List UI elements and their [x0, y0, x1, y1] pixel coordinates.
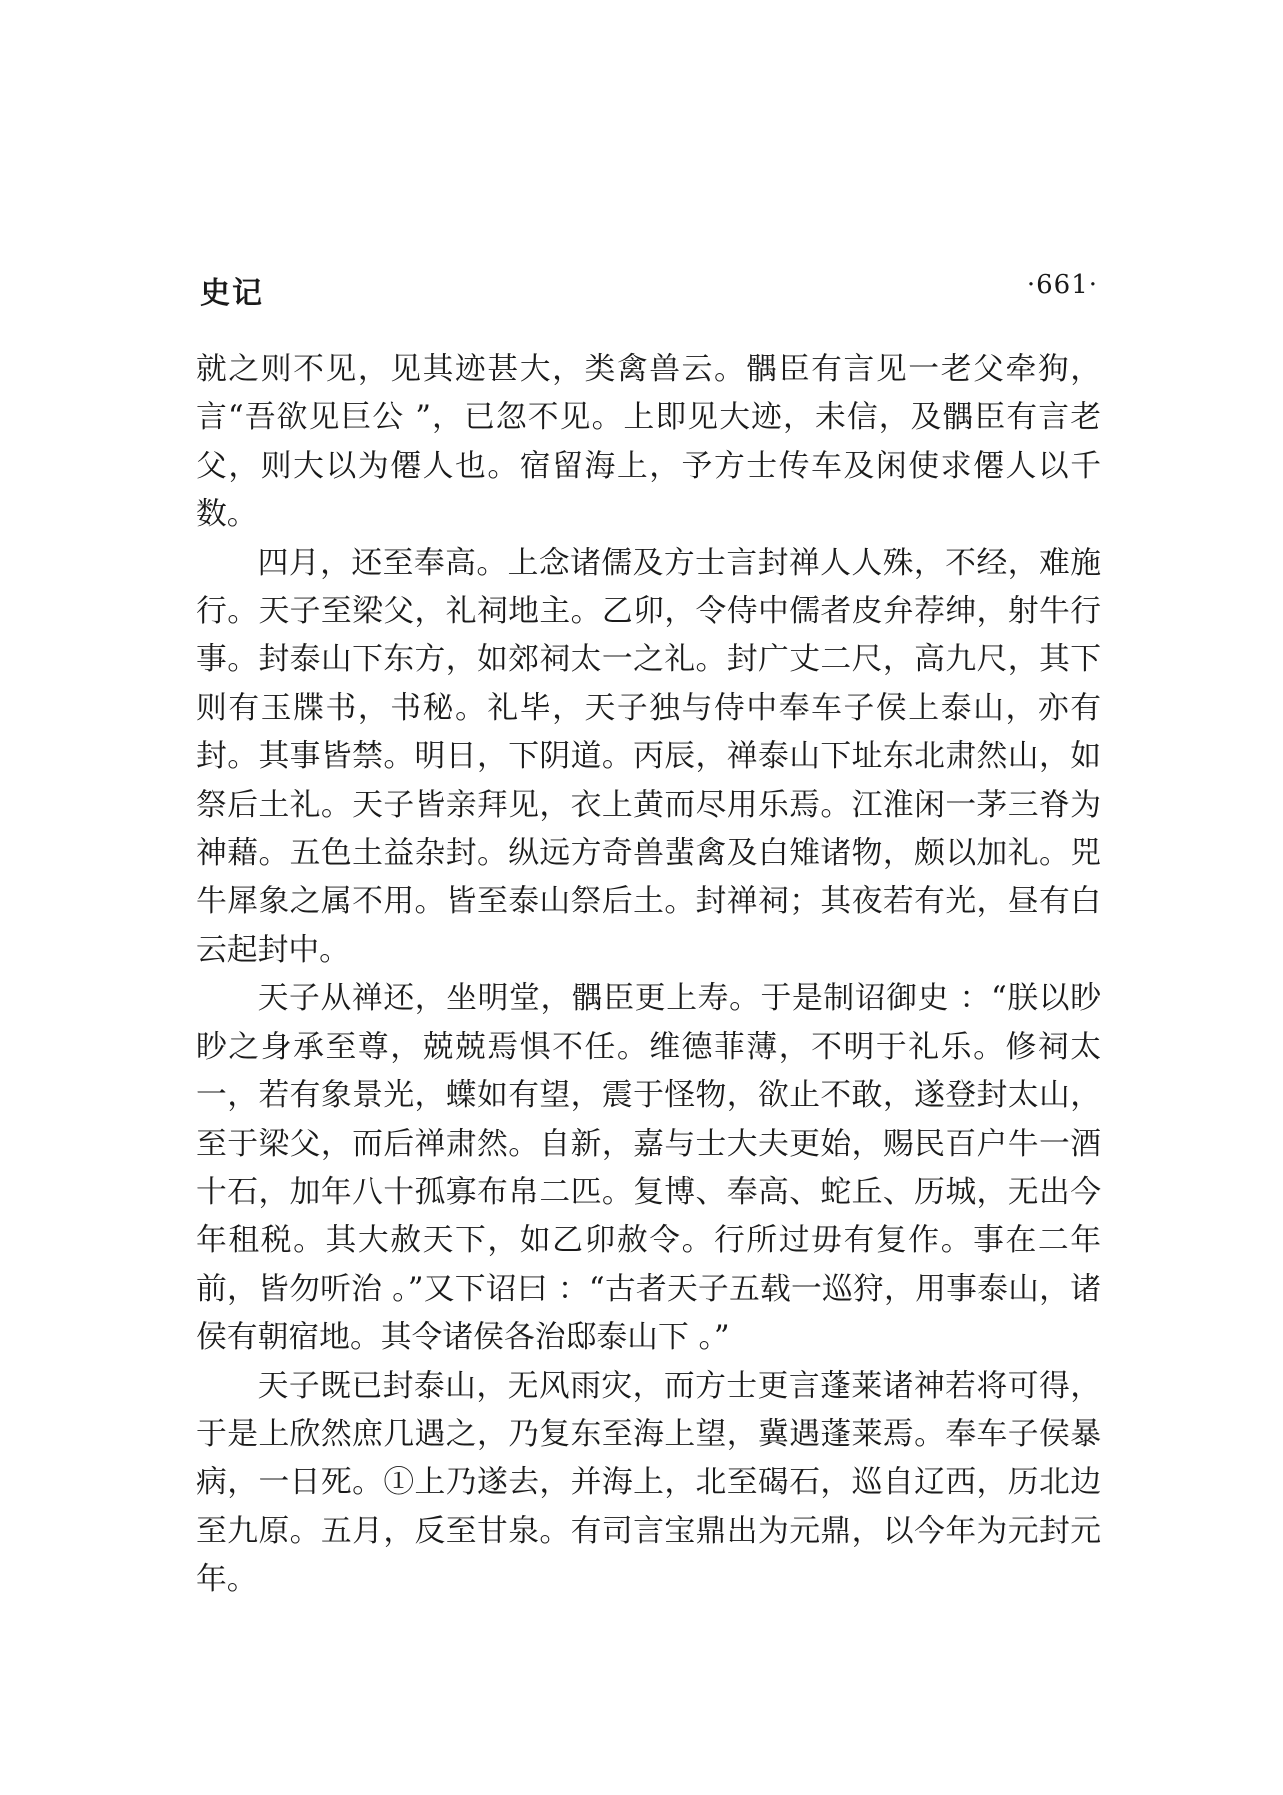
body-text — [196, 345, 1101, 1604]
paragraph-fourth-month: 四月，还至奉高。上念诸儒及方士言封禅人人殊，不经，难施行。天子至梁父，礼祠地主。乙卯，令侍中儒者皮弁荐绅，射牛行事。封泰山下东方，如郊祠太一之礼。封广丈二尺，高九尺，其下则有玉牒书，书秘。礼毕，天子独与侍中奉车子侯上泰山，亦有封。其事皆禁。明日，下阴道。丙辰，禅泰山下址东北肃然山，如祭后土礼。天子皆亲拜见，衣上黄而尽用乐焉。江淮闲一茅三脊为神藉。五色土益杂封。纵远方奇兽蜚禽及白雉诸物，颇以加礼。兕牛犀象之属不用。皆至泰山祭后土。封禅祠；其夜若有光，昼有白云起封中。 — [196, 544, 1101, 968]
book-title: 史记 — [200, 276, 264, 311]
paragraph-penglai: 天子既已封泰山，无风雨灾，而方士更言蓬莱诸神若将可得，于是上欣然庶几遇之，乃复东至海上望，冀遇蓬莱焉。奉车子侯暴病，一日死。①上乃遂去，并海上，北至碣石，巡自辽西，历北边至九原。五月，反至甘泉。有司言宝鼎出为元鼎，以今年为元封元年。 — [196, 1367, 1101, 1598]
paragraph-continuation: 就之则不见，见其迹甚大，类禽兽云。髃臣有言见一老父牵狗，言“吾欲见巨公 ”，已忽不见。上即见大迹，未信，及髃臣有言老父，则大以为僊人也。宿留海上，予方士传车及闲使求僊人以千数。 — [196, 351, 1101, 533]
page-header — [200, 268, 1098, 311]
paragraph-edict: 天子从禅还，坐明堂，髃臣更上寿。于是制诏御史 ：“朕以眇眇之身承至尊，兢兢焉惧不任。维德菲薄，不明于礼乐。修祠太一，若有象景光，蠂如有望，震于怪物，欲止不敢，遂登封太山，至于梁父，而后禅肃然。自新，嘉与士大夫更始，赐民百户牛一酒十石，加年八十孤寡布帛二匹。复博、奉高、蛇丘、历城，无出今年租税。其大赦天下，如乙卯赦令。行所过毋有复作。事在二年前，皆勿听治 。”又下诏曰 ：“古者天子五载一巡狩，用事泰山，诸侯有朝宿地。其令诸侯各治邸泰山下 。” — [196, 980, 1101, 1356]
page-number: ·661· — [1026, 270, 1098, 300]
